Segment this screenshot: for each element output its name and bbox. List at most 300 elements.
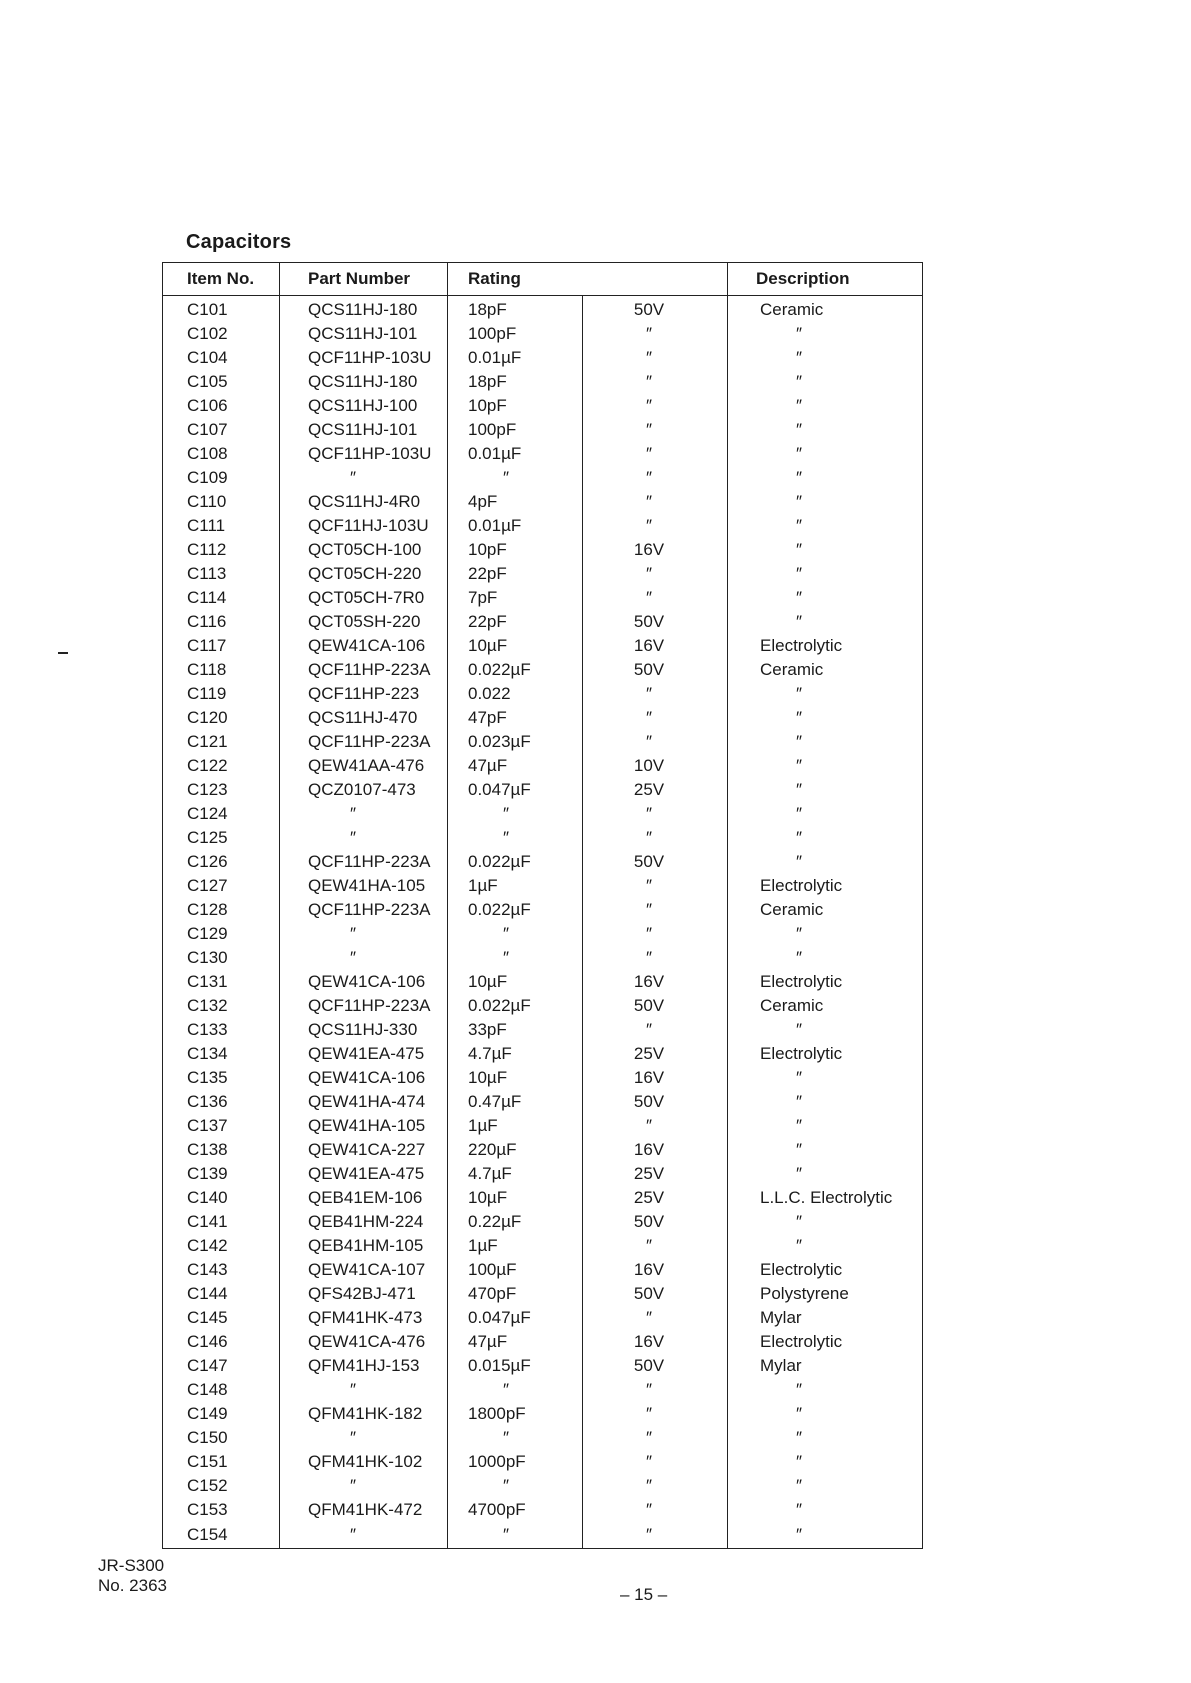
rating-cell: 47pF [448,706,583,730]
table-row [163,490,923,514]
table-row [163,658,923,682]
voltage-cell: ″ [583,730,728,754]
item-no-cell: C146 [187,1332,228,1351]
voltage-cell: ″ [583,490,728,514]
voltage-cell: ″ [583,346,728,370]
voltage-cell: 50V [583,658,728,682]
item-no-cell: C139 [187,1164,228,1183]
voltage-cell: ″ [583,1402,728,1426]
voltage-cell: ″ [583,1498,728,1522]
item-no-cell: C140 [187,1188,228,1207]
rating-cell: ″ [448,922,583,946]
description-cell: ″ [728,1378,923,1402]
description-cell: ″ [728,418,923,442]
rating-cell: ″ [448,466,583,490]
rating-cell: 1µF [448,1114,583,1138]
part-number-cell: QCF11HP-103U [280,346,448,370]
table-header-row [163,263,923,296]
table-row [163,1162,923,1186]
part-number-cell: QCS11HJ-470 [280,706,448,730]
part-number-cell: QEW41HA-105 [280,1114,448,1138]
page-number: – 15 – [620,1585,668,1604]
margin-mark [58,652,68,654]
description-cell: ″ [728,1066,923,1090]
description-cell: Ceramic [728,658,923,682]
part-number-cell: QCT05SH-220 [280,610,448,634]
voltage-cell: 16V [583,1138,728,1162]
part-number-cell: QEB41EM-106 [280,1186,448,1210]
description-cell: ″ [728,1426,923,1450]
voltage-cell: ″ [583,466,728,490]
part-number-cell: QEW41AA-476 [280,754,448,778]
section-title: Capacitors [186,231,292,253]
table-row [163,322,923,346]
item-no-cell: C120 [187,708,228,727]
item-no-cell: C136 [187,1092,228,1111]
description-cell: ″ [728,1114,923,1138]
voltage-cell: 16V [583,970,728,994]
description-cell: ″ [728,778,923,802]
part-number-cell: QEW41CA-106 [280,970,448,994]
description-cell: ″ [728,490,923,514]
voltage-cell: ″ [583,706,728,730]
description-cell: ″ [728,394,923,418]
item-no-cell: C129 [187,924,228,943]
part-number-cell: ″ [280,946,448,970]
table-row [163,1282,923,1306]
rating-cell: 22pF [448,562,583,586]
item-no-cell: C141 [187,1212,228,1231]
description-cell: ″ [728,466,923,490]
voltage-cell: ″ [583,874,728,898]
part-number-cell: QCF11HP-223A [280,730,448,754]
item-no-cell: C110 [187,492,227,511]
rating-cell: 10µF [448,1186,583,1210]
rating-cell: 10pF [448,394,583,418]
rating-cell: 100µF [448,1258,583,1282]
description-cell: ″ [728,922,923,946]
table-row [163,1306,923,1330]
part-number-cell: QCS11HJ-180 [280,296,448,323]
description-cell: ″ [728,586,923,610]
description-cell: ″ [728,1522,923,1549]
rating-cell: 0.01µF [448,442,583,466]
capacitor-parts-table [162,262,923,1549]
rating-cell: 18pF [448,296,583,323]
table-row [163,826,923,850]
part-number-cell: QCF11HP-223 [280,682,448,706]
description-cell: ″ [728,1162,923,1186]
table-row [163,874,923,898]
table-row [163,1258,923,1282]
item-no-cell: C125 [187,828,228,847]
voltage-cell: ″ [583,1450,728,1474]
voltage-cell: ″ [583,1018,728,1042]
item-no-cell: C111 [187,516,226,535]
part-number-cell: QEW41HA-474 [280,1090,448,1114]
item-no-cell: C133 [187,1020,228,1039]
voltage-cell: 16V [583,1258,728,1282]
part-number-cell: QCS11HJ-101 [280,322,448,346]
table-row [163,346,923,370]
item-no-cell: C117 [187,636,227,655]
rating-cell: 4pF [448,490,583,514]
part-number-cell: QFS42BJ-471 [280,1282,448,1306]
item-no-cell: C108 [187,444,228,463]
description-cell: Electrolytic [728,1330,923,1354]
voltage-cell: 10V [583,754,728,778]
part-number-cell: QEW41CA-106 [280,634,448,658]
rating-cell: 0.047µF [448,1306,583,1330]
description-cell: ″ [728,682,923,706]
voltage-cell: 16V [583,1066,728,1090]
rating-cell: 10µF [448,970,583,994]
description-cell: ″ [728,1138,923,1162]
voltage-cell: ″ [583,682,728,706]
description-cell: Electrolytic [728,1042,923,1066]
description-cell: Ceramic [728,898,923,922]
table-row [163,1354,923,1378]
part-number-cell: QCT05CH-100 [280,538,448,562]
description-cell: ″ [728,346,923,370]
description-cell: ″ [728,442,923,466]
voltage-cell: ″ [583,1306,728,1330]
item-no-cell: C142 [187,1236,228,1255]
description-cell: ″ [728,754,923,778]
table-row [163,538,923,562]
part-number-cell: QEW41CA-107 [280,1258,448,1282]
footer-model-info [98,1556,167,1596]
voltage-cell: 50V [583,1282,728,1306]
voltage-cell: ″ [583,1522,728,1549]
voltage-cell: ″ [583,322,728,346]
rating-cell: ″ [448,1378,583,1402]
description-cell: ″ [728,562,923,586]
part-number-cell: QCF11HJ-103U [280,514,448,538]
voltage-cell: ″ [583,370,728,394]
rating-cell: 4700pF [448,1498,583,1522]
item-no-cell: C151 [187,1452,228,1471]
description-cell: ″ [728,1498,923,1522]
item-no-cell: C104 [187,348,228,367]
rating-cell: 0.022µF [448,850,583,874]
item-no-cell: C132 [187,996,228,1015]
description-cell: ″ [728,1090,923,1114]
voltage-cell: 16V [583,634,728,658]
item-no-cell: C105 [187,372,228,391]
description-cell: ″ [728,514,923,538]
rating-cell: 0.22µF [448,1210,583,1234]
description-cell: Polystyrene [728,1282,923,1306]
description-cell: Mylar [728,1306,923,1330]
item-no-cell: C131 [187,972,228,991]
item-no-cell: C127 [187,876,228,895]
part-number-cell: QEB41HM-224 [280,1210,448,1234]
item-no-cell: C152 [187,1476,228,1495]
table-row [163,514,923,538]
part-number-cell: QEW41HA-105 [280,874,448,898]
rating-cell: 1800pF [448,1402,583,1426]
description-cell: ″ [728,946,923,970]
description-cell: ″ [728,706,923,730]
part-number-cell: ″ [280,1474,448,1498]
voltage-cell: 25V [583,1162,728,1186]
rating-cell: 470pF [448,1282,583,1306]
part-number-cell: ″ [280,1378,448,1402]
item-no-cell: C112 [187,540,227,559]
description-cell: Electrolytic [728,970,923,994]
table-row [163,1234,923,1258]
voltage-cell: ″ [583,1426,728,1450]
part-number-cell: ″ [280,802,448,826]
table-row [163,296,923,323]
table-row [163,802,923,826]
item-no-cell: C145 [187,1308,228,1327]
voltage-cell: 50V [583,850,728,874]
rating-cell: ″ [448,1474,583,1498]
voltage-cell: ″ [583,562,728,586]
table-row [163,850,923,874]
table-row [163,730,923,754]
table-row [163,922,923,946]
voltage-cell: ″ [583,418,728,442]
table-row [163,1498,923,1522]
rating-cell: 0.022µF [448,658,583,682]
part-number-cell: ″ [280,466,448,490]
table-row [163,394,923,418]
description-cell: Electrolytic [728,874,923,898]
item-no-cell: C119 [187,684,227,703]
item-no-cell: C138 [187,1140,228,1159]
voltage-cell: 25V [583,1186,728,1210]
part-number-cell: ″ [280,1426,448,1450]
voltage-cell: ″ [583,586,728,610]
voltage-cell: ″ [583,1114,728,1138]
footer-doc-number: No. 2363 [98,1576,167,1595]
part-number-cell: ″ [280,826,448,850]
item-no-cell: C118 [187,660,227,679]
part-number-cell: QFM41HK-472 [280,1498,448,1522]
item-no-cell: C130 [187,948,228,967]
rating-cell: 1000pF [448,1450,583,1474]
description-cell: ″ [728,610,923,634]
table-row [163,946,923,970]
voltage-cell: 50V [583,994,728,1018]
item-no-cell: C147 [187,1356,228,1375]
voltage-cell: 50V [583,1090,728,1114]
voltage-cell: 16V [583,1330,728,1354]
description-cell: Ceramic [728,994,923,1018]
item-no-cell: C124 [187,804,228,823]
description-cell: Electrolytic [728,634,923,658]
rating-cell: 10µF [448,634,583,658]
table-row [163,994,923,1018]
voltage-cell: 50V [583,1210,728,1234]
voltage-cell: 16V [583,538,728,562]
table-row [163,1210,923,1234]
item-no-cell: C122 [187,756,228,775]
item-no-cell: C114 [187,588,227,607]
rating-cell: ″ [448,802,583,826]
table-row [163,1522,923,1549]
part-number-cell: QEW41EA-475 [280,1162,448,1186]
rating-cell: 1µF [448,1234,583,1258]
table-row [163,1474,923,1498]
part-number-cell: QCS11HJ-330 [280,1018,448,1042]
header-rating: Rating [448,263,583,296]
part-number-cell: QEW41CA-476 [280,1330,448,1354]
rating-cell: 4.7µF [448,1162,583,1186]
part-number-cell: QCF11HP-223A [280,658,448,682]
part-number-cell: QCF11HP-223A [280,994,448,1018]
part-number-cell: QCF11HP-223A [280,898,448,922]
table-row [163,1450,923,1474]
table-row [163,1018,923,1042]
description-cell: ″ [728,802,923,826]
table-row [163,562,923,586]
part-number-cell: QFM41HK-182 [280,1402,448,1426]
description-cell: ″ [728,1018,923,1042]
rating-cell: 0.022µF [448,994,583,1018]
voltage-cell: ″ [583,826,728,850]
item-no-cell: C101 [187,300,228,319]
item-no-cell: C116 [187,612,227,631]
part-number-cell: QCF11HP-103U [280,442,448,466]
description-cell: ″ [728,826,923,850]
item-no-cell: C134 [187,1044,228,1063]
rating-cell: 18pF [448,370,583,394]
table-row [163,970,923,994]
rating-cell: ″ [448,1426,583,1450]
rating-cell: 0.022 [448,682,583,706]
description-cell: Mylar [728,1354,923,1378]
footer-model: JR-S300 [98,1556,165,1575]
part-number-cell: QCZ0107-473 [280,778,448,802]
description-cell: ″ [728,1210,923,1234]
item-no-cell: C153 [187,1500,228,1519]
item-no-cell: C109 [187,468,228,487]
voltage-cell: 50V [583,296,728,323]
rating-cell: 22pF [448,610,583,634]
description-cell: Ceramic [728,296,923,323]
description-cell: ″ [728,1402,923,1426]
rating-cell: 10µF [448,1066,583,1090]
part-number-cell: QCS11HJ-180 [280,370,448,394]
table-row [163,1426,923,1450]
description-cell: ″ [728,538,923,562]
part-number-cell: QCS11HJ-101 [280,418,448,442]
description-cell: ″ [728,1450,923,1474]
part-number-cell: QEW41CA-227 [280,1138,448,1162]
part-number-cell: QFM41HK-102 [280,1450,448,1474]
table-row [163,706,923,730]
voltage-cell: ″ [583,946,728,970]
item-no-cell: C143 [187,1260,228,1279]
rating-cell: 0.023µF [448,730,583,754]
header-item-no: Item No. [163,263,280,296]
part-number-cell: QCT05CH-7R0 [280,586,448,610]
item-no-cell: C135 [187,1068,228,1087]
part-number-cell: QCS11HJ-100 [280,394,448,418]
voltage-cell: ″ [583,1474,728,1498]
voltage-cell: ″ [583,898,728,922]
item-no-cell: C137 [187,1116,228,1135]
table-row [163,1330,923,1354]
voltage-cell: 50V [583,1354,728,1378]
item-no-cell: C106 [187,396,228,415]
voltage-cell: ″ [583,922,728,946]
voltage-cell: ″ [583,1378,728,1402]
item-no-cell: C149 [187,1404,228,1423]
rating-cell: 0.47µF [448,1090,583,1114]
table-body [163,296,923,1549]
rating-cell: 0.022µF [448,898,583,922]
header-part-number: Part Number [280,263,448,296]
table-row [163,1402,923,1426]
voltage-cell: 25V [583,778,728,802]
voltage-cell: 50V [583,610,728,634]
item-no-cell: C126 [187,852,228,871]
item-no-cell: C113 [187,564,227,583]
item-no-cell: C154 [187,1525,228,1544]
table-row [163,586,923,610]
rating-cell: 0.01µF [448,346,583,370]
rating-cell: 100pF [448,322,583,346]
part-number-cell: QEW41CA-106 [280,1066,448,1090]
table-row [163,1090,923,1114]
table-row [163,370,923,394]
header-rating-voltage [583,263,728,296]
rating-cell: 33pF [448,1018,583,1042]
description-cell: L.L.C. Electrolytic [728,1186,923,1210]
description-cell: ″ [728,1474,923,1498]
description-cell: Electrolytic [728,1258,923,1282]
table-row [163,418,923,442]
rating-cell: ″ [448,946,583,970]
description-cell: ″ [728,850,923,874]
table-row [163,610,923,634]
rating-cell: 47µF [448,1330,583,1354]
table-row [163,1066,923,1090]
part-number-cell: QCS11HJ-4R0 [280,490,448,514]
item-no-cell: C102 [187,324,228,343]
description-cell: ″ [728,1234,923,1258]
table-row [163,682,923,706]
voltage-cell: ″ [583,1234,728,1258]
rating-cell: 100pF [448,418,583,442]
table-row [163,634,923,658]
table-row [163,466,923,490]
voltage-cell: 25V [583,1042,728,1066]
rating-cell: 10pF [448,538,583,562]
rating-cell: ″ [448,826,583,850]
part-number-cell: QCF11HP-223A [280,850,448,874]
rating-cell: 0.015µF [448,1354,583,1378]
item-no-cell: C107 [187,420,228,439]
rating-cell: 0.047µF [448,778,583,802]
rating-cell: 47µF [448,754,583,778]
header-description: Description [728,263,923,296]
item-no-cell: C150 [187,1428,228,1447]
part-number-cell: QCT05CH-220 [280,562,448,586]
item-no-cell: C121 [187,732,228,751]
description-cell: ″ [728,730,923,754]
table-row [163,1114,923,1138]
table-row [163,1378,923,1402]
rating-cell: 0.01µF [448,514,583,538]
voltage-cell: ″ [583,514,728,538]
voltage-cell: ″ [583,442,728,466]
